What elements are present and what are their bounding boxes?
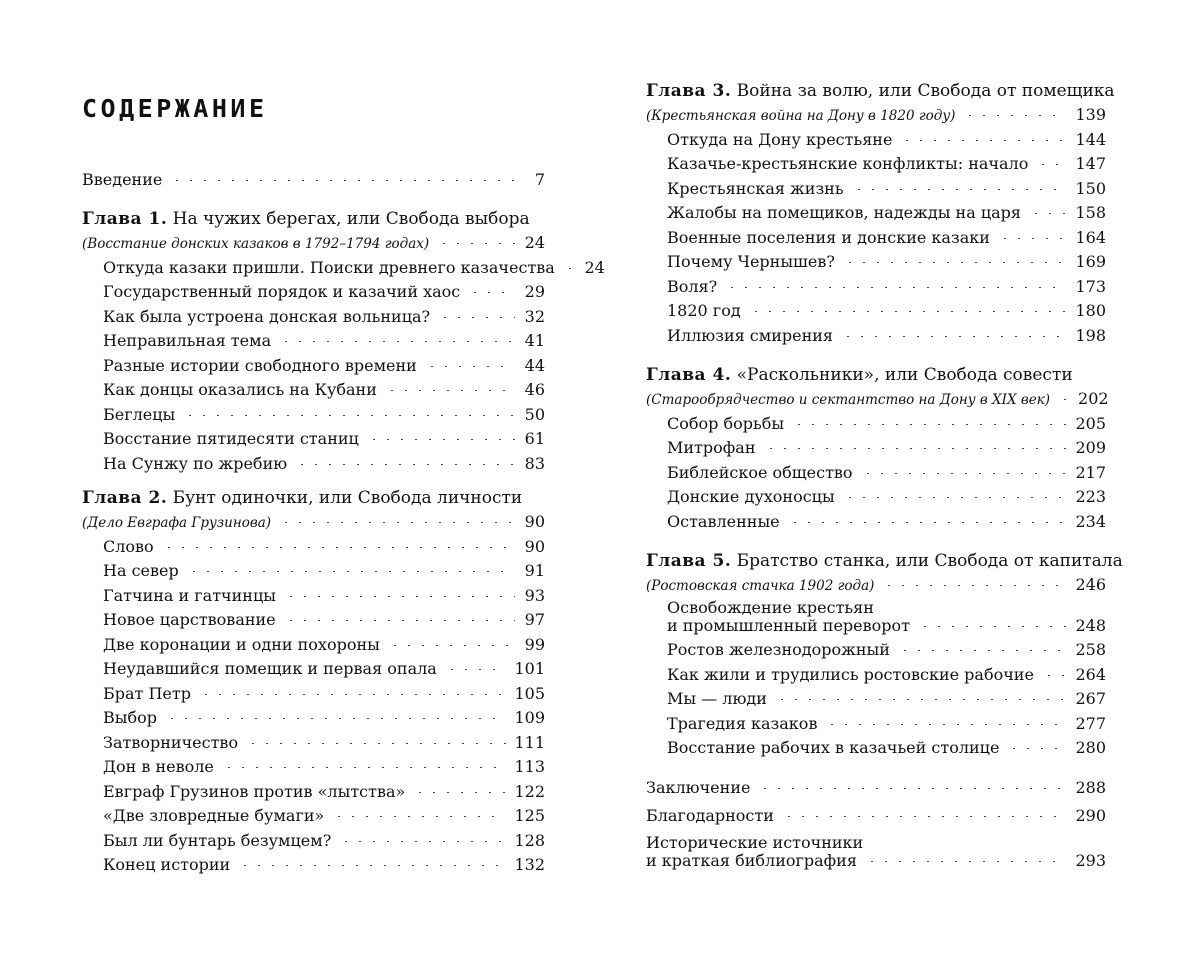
page-number: 158 bbox=[1075, 203, 1106, 222]
section-title: Казачье-крестьянские конфликты: начало bbox=[667, 154, 1029, 173]
section-title: Трагедия казаков bbox=[667, 713, 818, 733]
chapter-subtitle: (Крестьянская война на Дону в 1820 году) bbox=[646, 108, 956, 124]
section-entry bbox=[82, 256, 605, 281]
dot-leader bbox=[425, 366, 515, 367]
section-title: Неудавшийся помещик и первая опала bbox=[103, 659, 437, 678]
section-title: Восстание рабочих в казачьей столице bbox=[667, 738, 1000, 757]
page-number: 290 bbox=[1075, 805, 1106, 825]
section-entry bbox=[646, 324, 1106, 349]
section-title: Новое царствование bbox=[103, 610, 276, 629]
dot-leader bbox=[438, 317, 515, 318]
page-number: 169 bbox=[1075, 252, 1106, 271]
section-entry bbox=[82, 329, 545, 354]
chapter-subtitle-line bbox=[646, 387, 1109, 412]
page-number: 46 bbox=[524, 380, 545, 399]
chapter-heading bbox=[646, 549, 1123, 573]
dot-leader bbox=[852, 189, 1068, 190]
page-number: 111 bbox=[514, 732, 545, 752]
chapter-subtitle: (Ростовская стачка 1902 года) bbox=[646, 578, 875, 594]
section-entry bbox=[646, 510, 1106, 535]
section-title: Слово bbox=[103, 536, 154, 556]
section-entry bbox=[646, 275, 1106, 300]
section-title: Разные истории свободного времени bbox=[103, 355, 417, 375]
chapter-subtitle: (Восстание донских казаков в 1792–1794 годах) bbox=[82, 236, 430, 252]
page-number: 29 bbox=[524, 282, 545, 301]
section-title: Почему Чернышев? bbox=[667, 252, 835, 271]
section-title: Как жили и трудились ростовские рабочие bbox=[667, 664, 1034, 684]
section-entry bbox=[82, 731, 545, 756]
section-title: Государственный порядок и казачий хаос bbox=[103, 282, 461, 301]
page-number: 61 bbox=[524, 429, 545, 448]
section-title: Библейское общество bbox=[667, 462, 853, 482]
section-title: Две коронации и одни похороны bbox=[103, 634, 380, 654]
page-number: 97 bbox=[524, 610, 545, 629]
dot-leader bbox=[279, 522, 515, 523]
chapter-4 bbox=[646, 363, 1109, 534]
section-entry bbox=[82, 633, 545, 658]
page-number: 90 bbox=[524, 512, 545, 531]
page-number: 223 bbox=[1075, 487, 1106, 506]
page-number: 264 bbox=[1075, 664, 1106, 684]
page-number: 139 bbox=[1075, 105, 1106, 124]
dot-leader bbox=[882, 585, 1067, 586]
section-entry bbox=[82, 706, 545, 731]
entry-title: Благодарности bbox=[646, 805, 774, 825]
page-number: 293 bbox=[1075, 851, 1106, 870]
dot-leader bbox=[367, 439, 515, 440]
back-matter bbox=[646, 776, 1106, 874]
dot-leader bbox=[468, 292, 515, 293]
chapter-title: Война за волю, или Свобода от помещика bbox=[736, 81, 1115, 101]
section-title-line1: Освобождение крестьян bbox=[667, 597, 874, 617]
dot-leader bbox=[865, 861, 1068, 862]
toc-entry bbox=[646, 776, 1106, 801]
page-number: 246 bbox=[1075, 575, 1106, 594]
page-number: 122 bbox=[514, 781, 545, 801]
section-title: Крестьянская жизнь bbox=[667, 178, 844, 198]
chapter-subtitle: (Дело Евграфа Грузинова) bbox=[82, 515, 272, 531]
chapter-subtitle-line bbox=[646, 103, 1106, 128]
page-number: 24 bbox=[524, 233, 545, 252]
chapter-label: Глава 3. bbox=[646, 81, 732, 101]
dot-leader bbox=[295, 464, 515, 465]
dot-leader bbox=[437, 243, 515, 244]
page-number: 258 bbox=[1075, 640, 1106, 659]
section-title: Собор борьбы bbox=[667, 413, 785, 433]
chapter-title: «Раскольники», или Свобода совести bbox=[736, 365, 1073, 385]
section-title: Дон в неволе bbox=[103, 757, 214, 776]
chapter-title: Братство станка, или Свобода от капитала bbox=[736, 551, 1123, 571]
section-title: Военные поселения и донские казаки bbox=[667, 227, 990, 247]
dot-leader bbox=[246, 743, 506, 744]
page-number: 248 bbox=[1075, 615, 1106, 635]
section-entry bbox=[646, 436, 1106, 461]
dot-leader bbox=[843, 497, 1068, 498]
dot-leader bbox=[825, 724, 1067, 725]
page-number: 125 bbox=[514, 806, 545, 825]
page-number: 173 bbox=[1075, 276, 1106, 296]
page-number: 164 bbox=[1075, 227, 1106, 247]
page-number: 105 bbox=[514, 683, 545, 703]
dot-leader bbox=[563, 268, 575, 269]
section-title: и промышленный переворот bbox=[667, 615, 910, 635]
chapter-1 bbox=[82, 207, 605, 476]
page-number: 91 bbox=[524, 561, 545, 580]
chapter-heading bbox=[646, 363, 1106, 387]
page-number: 113 bbox=[514, 757, 545, 776]
dot-leader bbox=[788, 522, 1068, 523]
intro-entry bbox=[82, 168, 545, 193]
section-entry bbox=[646, 177, 1106, 202]
section-entry bbox=[82, 452, 545, 477]
section-entry bbox=[82, 584, 545, 609]
section-title: Восстание пятидесяти станиц bbox=[103, 429, 359, 448]
chapter-subtitle-line bbox=[82, 231, 545, 256]
dot-leader bbox=[725, 287, 1067, 288]
section-entry bbox=[646, 712, 1106, 737]
section-entry bbox=[82, 829, 545, 854]
section-entry bbox=[646, 663, 1106, 688]
page-number: 150 bbox=[1075, 178, 1106, 198]
dot-leader bbox=[963, 115, 1067, 116]
chapter-title: Бунт одиночки, или Свобода личности bbox=[172, 488, 523, 508]
dot-leader bbox=[1042, 675, 1068, 676]
section-title: Выбор bbox=[103, 708, 157, 727]
dot-leader bbox=[238, 865, 506, 866]
dot-leader bbox=[1058, 399, 1070, 400]
toc-entry bbox=[82, 168, 545, 193]
chapter-5 bbox=[646, 549, 1123, 761]
section-title: Мы — люди bbox=[667, 689, 767, 708]
page-number: 209 bbox=[1075, 438, 1106, 457]
section-title: Брат Петр bbox=[103, 683, 191, 703]
dot-leader bbox=[187, 571, 515, 572]
section-entry bbox=[646, 736, 1106, 761]
page-number: 32 bbox=[524, 306, 545, 326]
section-title: Откуда казаки пришли. Поиски древнего казачества bbox=[103, 257, 555, 277]
section-title: На Сунжу по жребию bbox=[103, 453, 288, 473]
section-entry bbox=[82, 354, 545, 379]
section-entry bbox=[82, 780, 545, 805]
section-entry bbox=[82, 804, 545, 829]
chapter-heading bbox=[82, 207, 545, 231]
page-number: 44 bbox=[524, 355, 545, 375]
dot-leader bbox=[861, 473, 1068, 474]
section-title: 1820 год bbox=[667, 301, 741, 320]
dot-leader bbox=[385, 390, 515, 391]
dot-leader bbox=[332, 816, 506, 817]
page-number: 93 bbox=[524, 585, 545, 605]
section-entry bbox=[646, 485, 1106, 510]
toc-title: СОДЕРЖАНИЕ bbox=[82, 94, 268, 123]
section-title: Иллюзия смирения bbox=[667, 325, 833, 345]
dot-leader bbox=[162, 547, 515, 548]
chapter-subtitle-line bbox=[646, 573, 1106, 598]
section-entry bbox=[82, 535, 545, 560]
section-title: Ростов железнодорожный bbox=[667, 640, 890, 659]
section-title: Был ли бунтарь безумцем? bbox=[103, 830, 332, 850]
dot-leader bbox=[764, 448, 1068, 449]
page-number: 147 bbox=[1075, 154, 1106, 173]
dot-leader bbox=[843, 262, 1067, 263]
dot-leader bbox=[918, 626, 1067, 627]
section-title: Неправильная тема bbox=[103, 331, 272, 350]
right-page bbox=[600, 0, 1200, 977]
dot-leader bbox=[749, 311, 1068, 312]
section-entry bbox=[82, 682, 545, 707]
dot-leader bbox=[1029, 213, 1067, 214]
dot-leader bbox=[898, 650, 1068, 651]
dot-leader bbox=[900, 140, 1067, 141]
section-title: «Две зловредные бумаги» bbox=[103, 806, 325, 825]
entry-title: и краткая библиография bbox=[646, 851, 857, 870]
chapter-title: На чужих берегах, или Свобода выбора bbox=[172, 209, 530, 229]
entry-title: Заключение bbox=[646, 778, 751, 797]
page-number: 205 bbox=[1075, 413, 1106, 433]
page-number: 90 bbox=[524, 536, 545, 556]
toc-entry bbox=[646, 804, 1106, 829]
section-title: Воля? bbox=[667, 276, 718, 296]
chapter-label: Глава 5. bbox=[646, 551, 732, 571]
section-entry bbox=[667, 614, 1106, 639]
dot-leader bbox=[339, 841, 506, 842]
dot-leader bbox=[222, 767, 507, 768]
section-entry bbox=[82, 608, 545, 633]
toc-entry bbox=[646, 849, 1106, 874]
dot-leader bbox=[199, 694, 506, 695]
section-title: Как донцы оказались на Кубани bbox=[103, 380, 377, 399]
page-number: 101 bbox=[514, 659, 545, 678]
dot-leader bbox=[1036, 164, 1067, 165]
dot-leader bbox=[775, 699, 1068, 700]
page-number: 109 bbox=[514, 708, 545, 727]
section-title: Евграф Грузинов против «лытства» bbox=[103, 781, 406, 801]
page-number: 180 bbox=[1075, 301, 1106, 320]
section-entry bbox=[646, 687, 1106, 712]
page-number: 198 bbox=[1075, 325, 1106, 345]
section-title: Оставленные bbox=[667, 511, 780, 531]
section-entry bbox=[82, 305, 545, 330]
section-title: Конец истории bbox=[103, 855, 231, 874]
page-number: 217 bbox=[1075, 462, 1106, 482]
dot-leader bbox=[758, 788, 1067, 789]
chapter-label: Глава 1. bbox=[82, 209, 168, 229]
dot-leader bbox=[284, 596, 515, 597]
page-number: 267 bbox=[1075, 689, 1106, 708]
section-entry bbox=[646, 412, 1106, 437]
page-number: 144 bbox=[1075, 129, 1106, 149]
toc-entry-multiline bbox=[646, 833, 1106, 874]
section-entry bbox=[646, 299, 1106, 324]
section-entry-multiline bbox=[646, 598, 1106, 639]
section-title: Митрофан bbox=[667, 438, 756, 457]
dot-leader bbox=[165, 718, 506, 719]
page-number: 132 bbox=[514, 855, 545, 874]
section-title: Затворничество bbox=[103, 732, 239, 752]
chapter-heading bbox=[82, 486, 545, 510]
dot-leader bbox=[998, 238, 1068, 239]
section-title: Жалобы на помещиков, надежды на царя bbox=[667, 203, 1021, 222]
section-title: Донские духоносцы bbox=[667, 487, 835, 506]
page-number: 50 bbox=[524, 404, 545, 424]
dot-leader bbox=[1007, 748, 1067, 749]
section-entry bbox=[82, 378, 545, 403]
section-entry bbox=[82, 853, 545, 878]
section-entry bbox=[646, 461, 1106, 486]
page-number: 128 bbox=[514, 830, 545, 850]
dot-leader bbox=[388, 645, 515, 646]
section-entry bbox=[646, 201, 1106, 226]
page-number: 234 bbox=[1075, 511, 1106, 531]
chapter-label: Глава 2. bbox=[82, 488, 168, 508]
section-entry bbox=[82, 280, 545, 305]
entry-title-line1: Исторические источники bbox=[646, 833, 864, 852]
dot-leader bbox=[279, 341, 515, 342]
section-title: Откуда на Дону крестьяне bbox=[667, 129, 893, 149]
section-entry bbox=[82, 427, 545, 452]
page-number: 277 bbox=[1075, 713, 1106, 733]
section-entry bbox=[646, 128, 1106, 153]
chapter-3 bbox=[646, 79, 1115, 348]
dot-leader bbox=[413, 792, 506, 793]
section-title: На север bbox=[103, 561, 179, 580]
page-number: 99 bbox=[524, 634, 545, 654]
page-number: 41 bbox=[524, 331, 545, 350]
section-title: Как была устроена донская вольница? bbox=[103, 306, 431, 326]
section-entry bbox=[646, 638, 1106, 663]
chapter-label: Глава 4. bbox=[646, 365, 732, 385]
section-entry bbox=[82, 657, 545, 682]
page-number: 24 bbox=[584, 257, 605, 277]
page-number: 288 bbox=[1075, 778, 1106, 797]
entry-title: Введение bbox=[82, 170, 163, 189]
section-entry bbox=[82, 755, 545, 780]
section-entry bbox=[82, 403, 545, 428]
chapter-heading bbox=[646, 79, 1115, 103]
section-entry bbox=[646, 152, 1106, 177]
page-number: 280 bbox=[1075, 738, 1106, 757]
page-number: 202 bbox=[1078, 389, 1109, 408]
section-title: Беглецы bbox=[103, 404, 176, 424]
section-entry bbox=[646, 226, 1106, 251]
dot-leader bbox=[445, 669, 507, 670]
chapter-2 bbox=[82, 486, 545, 878]
section-title: Гатчина и гатчинцы bbox=[103, 585, 276, 605]
dot-leader bbox=[284, 620, 515, 621]
dot-leader bbox=[782, 816, 1068, 817]
dot-leader bbox=[183, 415, 515, 416]
dot-leader bbox=[841, 336, 1067, 337]
section-entry bbox=[646, 250, 1106, 275]
dot-leader bbox=[170, 180, 515, 181]
chapter-subtitle: (Старообрядчество и сектантство на Дону в XIX век) bbox=[646, 392, 1051, 408]
section-entry bbox=[82, 559, 545, 584]
chapter-subtitle-line bbox=[82, 510, 545, 535]
page-number: 83 bbox=[524, 453, 545, 473]
dot-leader bbox=[792, 424, 1067, 425]
page-number: 7 bbox=[534, 170, 545, 189]
